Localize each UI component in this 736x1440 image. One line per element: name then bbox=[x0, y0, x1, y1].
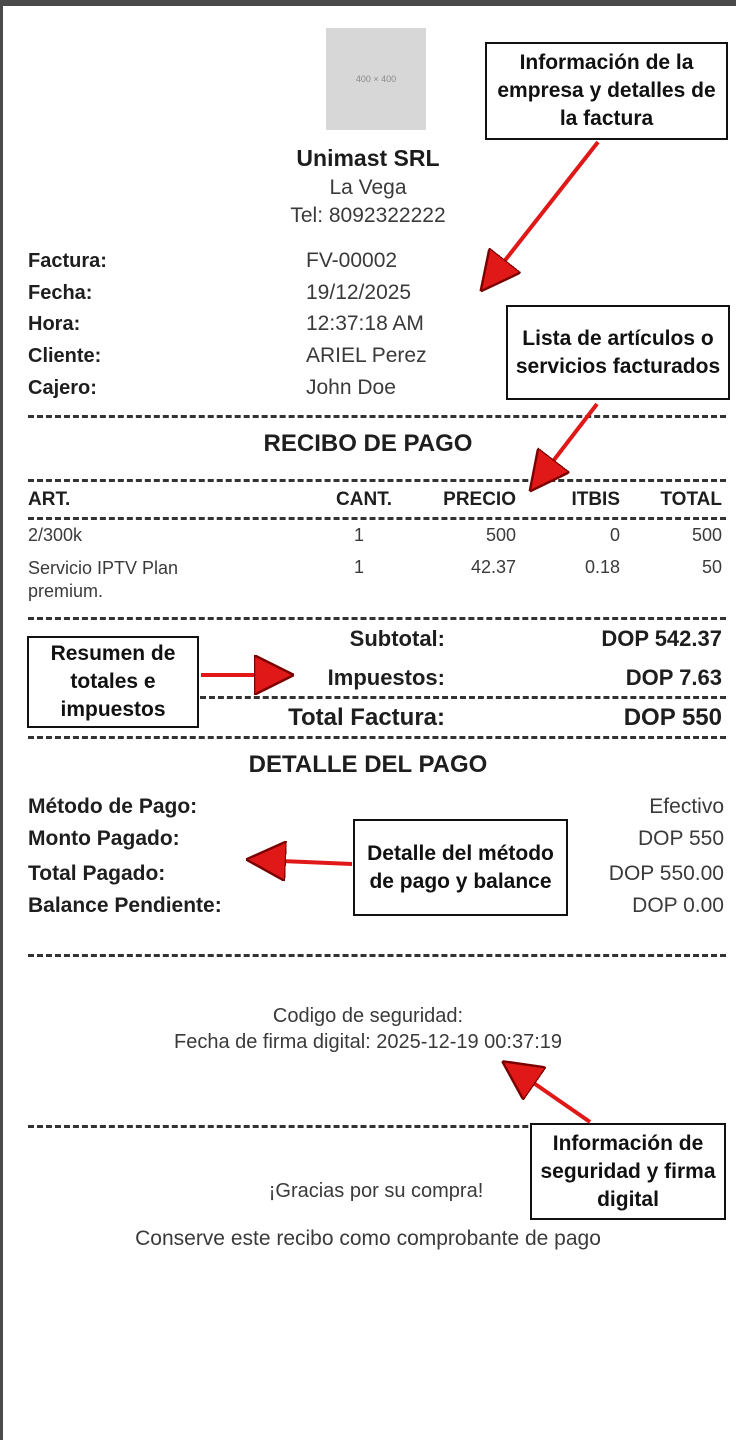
invoice-date-value: 19/12/2025 bbox=[306, 281, 412, 304]
amount-paid-label: Monto Pagado: bbox=[28, 827, 180, 850]
col-header-cant: CANT. bbox=[336, 489, 392, 510]
arrow-to-items-table bbox=[537, 404, 597, 482]
item-qty: 1 bbox=[354, 525, 365, 545]
item-itbis: 0.18 bbox=[584, 557, 620, 577]
invoice-time-value: 12:37:18 AM bbox=[306, 312, 424, 335]
taxes-value: DOP 7.63 bbox=[625, 665, 722, 690]
company-name: Unimast SRL bbox=[296, 145, 440, 171]
item-total: 50 bbox=[701, 557, 722, 577]
subtotal-value: DOP 542.37 bbox=[601, 626, 722, 651]
invoice-date-label: Fecha: bbox=[28, 282, 93, 304]
amount-paid-value: DOP 550 bbox=[638, 827, 724, 850]
arrow-to-security-info bbox=[512, 1068, 590, 1122]
pending-balance-label: Balance Pendiente: bbox=[28, 894, 222, 917]
col-header-art: ART. bbox=[28, 489, 71, 510]
total-invoice-label: Total Factura: bbox=[288, 704, 445, 731]
item-qty: 1 bbox=[354, 557, 365, 577]
callout-totals-summary: Resumen de totales e impuestos bbox=[27, 636, 199, 728]
pending-balance-value: DOP 0.00 bbox=[632, 894, 724, 917]
item-itbis: 0 bbox=[609, 525, 620, 545]
col-header-itbis: ITBIS bbox=[571, 489, 620, 510]
col-header-precio: PRECIO bbox=[443, 489, 516, 510]
item-price: 500 bbox=[485, 525, 516, 545]
keep-receipt-note: Conserve este recibo como comprobante de pago bbox=[135, 1227, 601, 1250]
invoice-cashier-value: John Doe bbox=[306, 376, 396, 399]
subtotal-label: Subtotal: bbox=[349, 626, 445, 651]
invoice-number-value: FV-00002 bbox=[306, 249, 398, 272]
digital-signature-date: Fecha de firma digital: 2025-12-19 00:37:19 bbox=[173, 1031, 563, 1053]
item-price: 42.37 bbox=[470, 557, 516, 577]
invoice-client-label: Cliente: bbox=[28, 345, 102, 367]
item-total: 500 bbox=[691, 525, 722, 545]
callout-payment-detail: Detalle del método de pago y balance bbox=[353, 819, 568, 916]
total-invoice-value: DOP 550 bbox=[623, 704, 722, 731]
total-paid-value: DOP 550.00 bbox=[608, 862, 724, 885]
invoice-time-label: Hora: bbox=[28, 313, 81, 335]
payment-method-label: Método de Pago: bbox=[28, 795, 198, 818]
invoice-cashier-label: Cajero: bbox=[28, 377, 97, 399]
callout-items-list: Lista de artículos o servicios facturados bbox=[506, 305, 730, 400]
invoice-client-value: ARIEL Perez bbox=[306, 344, 427, 367]
payment-method-value: Efectivo bbox=[649, 795, 724, 818]
item-name: Servicio IPTV Plan premium. bbox=[28, 558, 179, 601]
thanks-message: ¡Gracias por su compra! bbox=[268, 1180, 484, 1202]
arrow-to-payment-detail bbox=[258, 860, 352, 864]
company-phone: Tel: 8092322222 bbox=[290, 204, 446, 227]
arrow-to-invoice-info bbox=[488, 142, 598, 282]
total-paid-label: Total Pagado: bbox=[28, 862, 166, 885]
taxes-label: Impuestos: bbox=[327, 665, 445, 690]
receipt-title: RECIBO DE PAGO bbox=[263, 430, 473, 457]
callout-company-info: Información de la empresa y detalles de la factura bbox=[485, 42, 728, 140]
security-code-label: Codigo de seguridad: bbox=[272, 1005, 464, 1027]
invoice-number-label: Factura: bbox=[28, 250, 107, 272]
payment-detail-title: DETALLE DEL PAGO bbox=[248, 751, 488, 778]
company-city: La Vega bbox=[329, 176, 407, 199]
item-name: 2/300k bbox=[28, 525, 83, 545]
callout-security-info: Información de seguridad y firma digital bbox=[530, 1123, 726, 1220]
col-header-total: TOTAL bbox=[660, 489, 722, 510]
logo-placeholder-text: 400 × 400 bbox=[355, 74, 397, 84]
